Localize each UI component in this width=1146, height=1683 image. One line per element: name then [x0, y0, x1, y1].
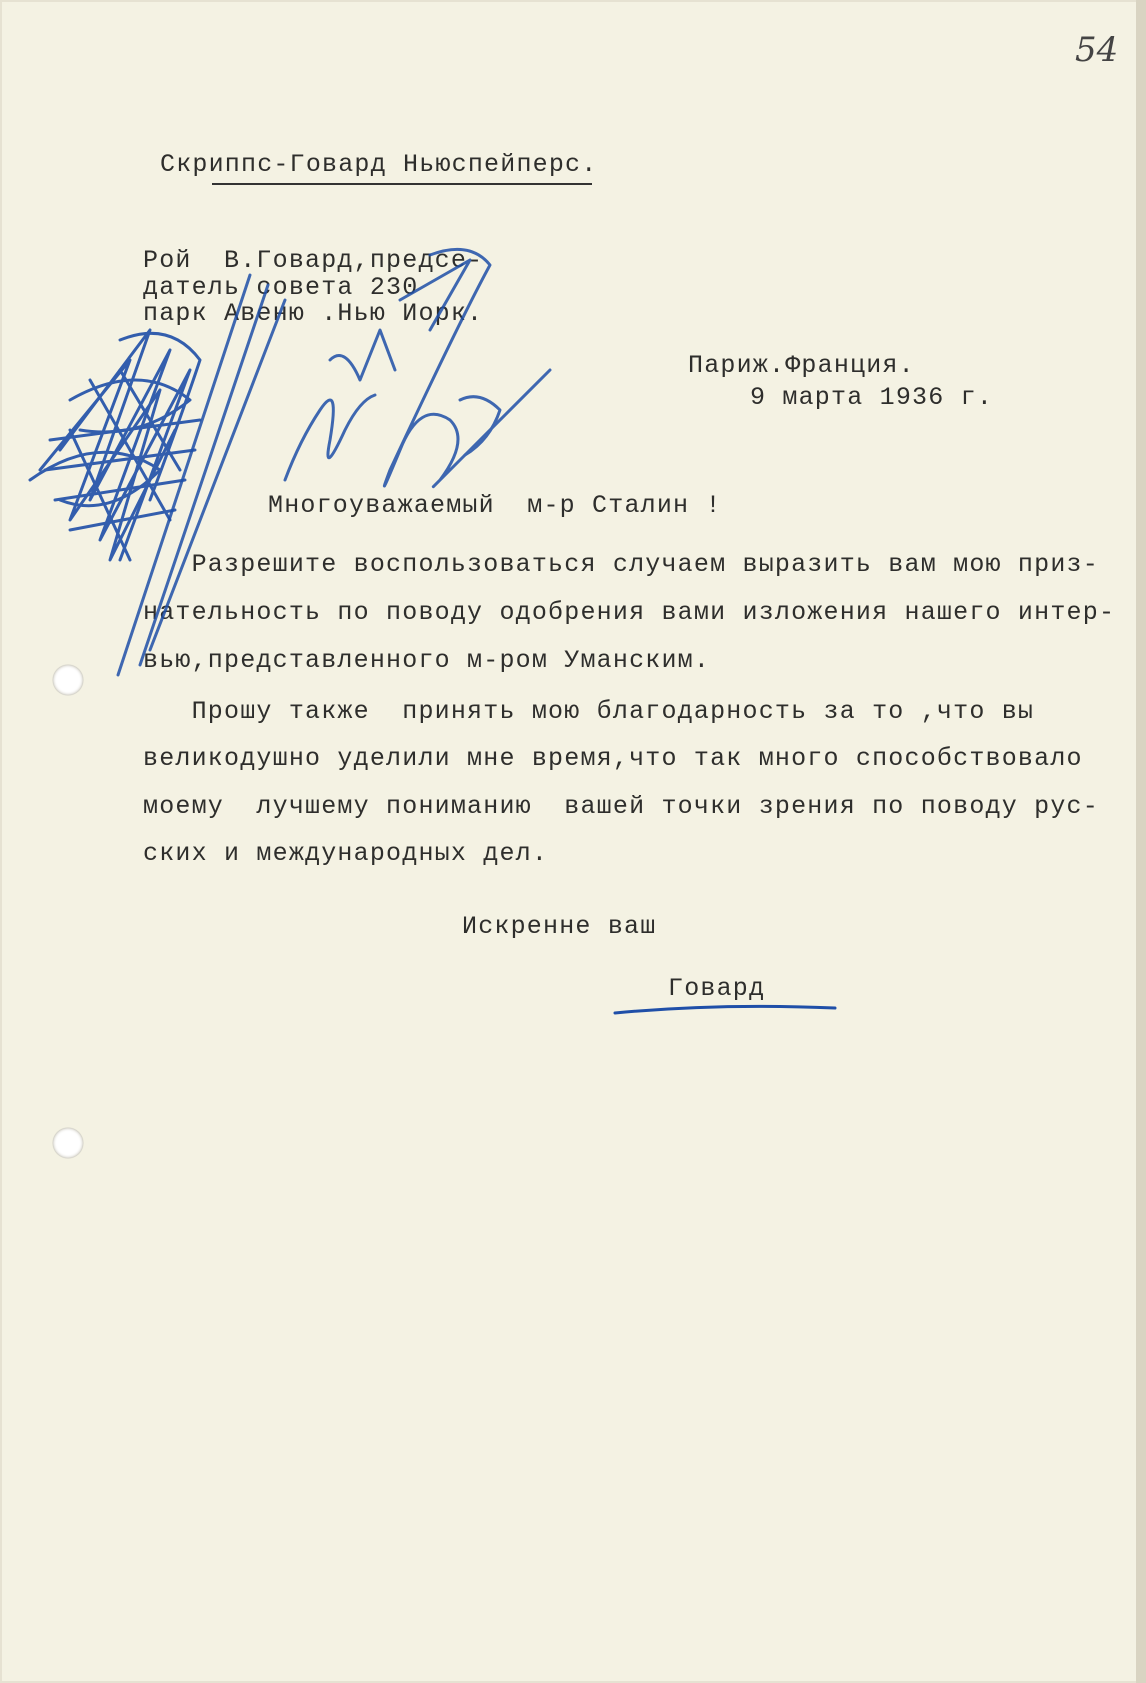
paragraph-1-line-2: нательность по поводу одобрения вами изложения нашего интер-: [143, 598, 1116, 627]
paragraph-2-line-2: великодушно уделили мне время,что так много способствовало: [143, 744, 1083, 773]
company-header-underline: [212, 183, 592, 185]
closing-phrase: Искренне ваш: [462, 912, 657, 941]
page-number: 54: [1075, 30, 1119, 70]
paragraph-1-line-3: вью,представленного м-ром Уманским.: [143, 646, 711, 675]
paragraph-2-line-1: Прошу также принять мою благодарность за то ,что вы: [143, 697, 1035, 726]
paragraph-2-line-4: ских и международных дел.: [143, 839, 549, 868]
closing-name: Говард: [668, 974, 766, 1003]
paragraph-1-line-1: Разрешите воспользоваться случаем выразить вам мою приз-: [143, 550, 1099, 579]
place: Париж.Франция.: [688, 351, 915, 380]
page-edge: [1136, 0, 1146, 1683]
punch-hole-top: [53, 665, 83, 695]
paragraph-2-line-3: моему лучшему пониманию вашей точки зрения по поводу рус-: [143, 792, 1099, 821]
date: 9 марта 1936 г.: [750, 383, 994, 412]
salutation: Многоуважаемый м-р Сталин !: [268, 491, 722, 520]
addressee-line-1: Рой В.Говард,предсе-: [143, 246, 484, 275]
company-header: Скриппс-Говард Ньюспейперс.: [160, 150, 598, 179]
pencil-underline-signature: [615, 1006, 835, 1013]
pencil-scribble: [30, 330, 200, 560]
punch-hole-bottom: [53, 1128, 83, 1158]
addressee-line-2: датель совета 230: [143, 273, 419, 302]
addressee-line-3: парк Авеню .Нью Иорк.: [143, 299, 484, 328]
